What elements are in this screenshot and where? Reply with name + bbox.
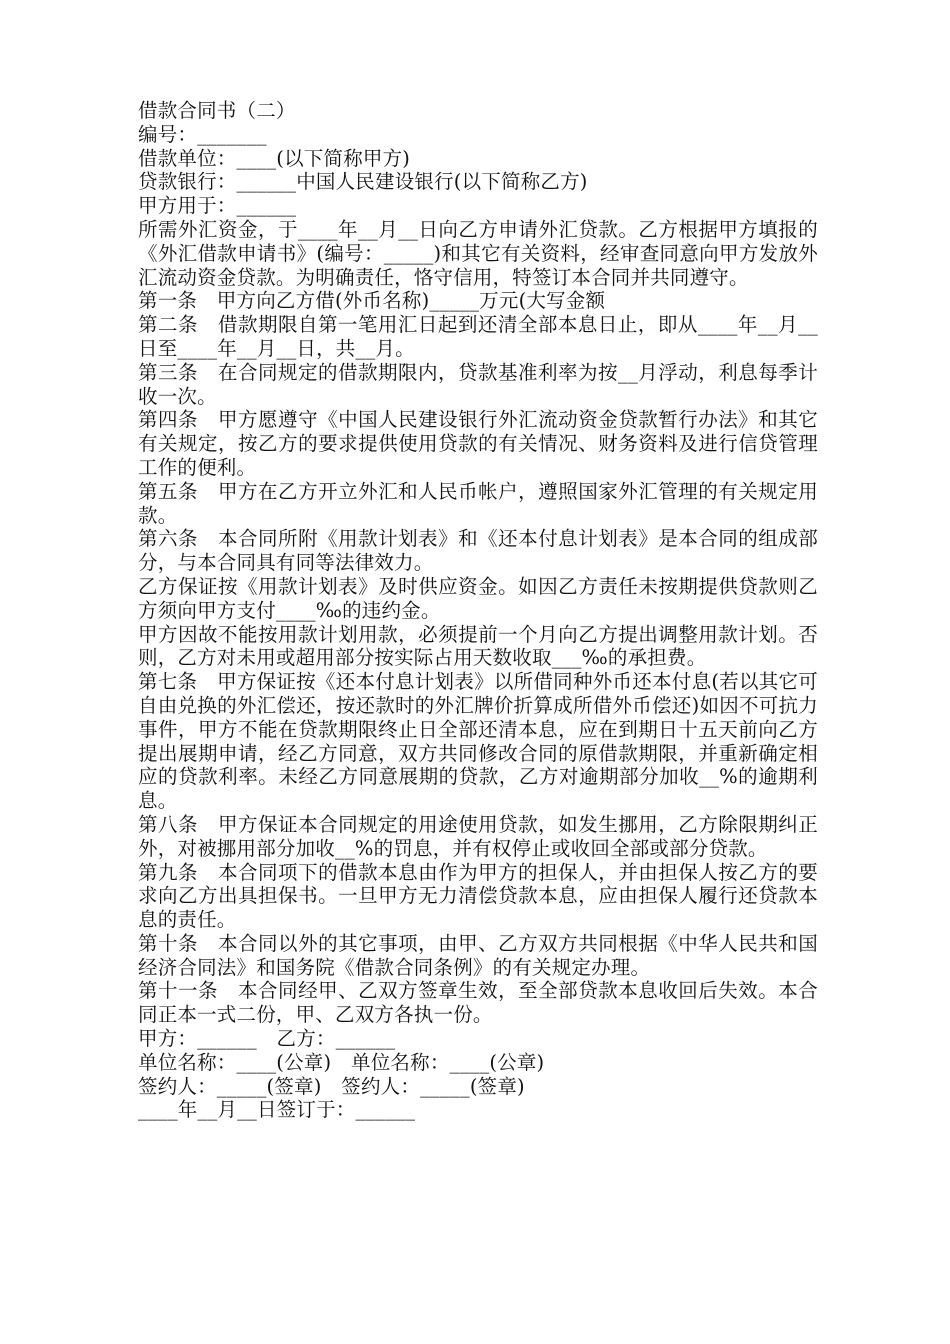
contract-number-line: 编号：_______: [138, 122, 267, 146]
article-6-borrower-clause: 甲方因故不能按用款计划用款，必须提前一个月向乙方提出调整用款计划。否则，乙方对未用或超用部分按实际占用天数收取___‰的承担费。: [138, 622, 818, 670]
borrower-line: 借款单位：____(以下简称甲方): [138, 146, 411, 170]
lender-bank-line: 贷款银行：______中国人民建设银行(以下简称乙方): [138, 170, 588, 194]
purpose-line: 甲方用于：______: [138, 194, 297, 218]
signatory-line: 签约人：_____(签章) 签约人：_____(签章): [138, 1074, 525, 1098]
article-6: 第六条 本合同所附《用款计划表》和《还本付息计划表》是本合同的组成部分，与本合同具有同等法律效力。: [138, 527, 818, 575]
article-3: 第三条 在合同规定的借款期限内，贷款基准利率为按__月浮动，利息每季计收一次。: [138, 360, 818, 408]
article-10: 第十条 本合同以外的其它事项，由甲、乙方双方共同根据《中华人民共和国经济合同法》和国务院《借款合同条例》的有关规定办理。: [138, 931, 818, 979]
article-2: 第二条 借款期限自第一笔用汇日起到还清全部本息日止，即从____年__月__日至____年__月__日，共__月。: [138, 313, 818, 360]
unit-name-line: 单位名称：____(公章) 单位名称：____(公章): [138, 1050, 545, 1074]
preamble-paragraph: 所需外汇资金，于____年__月__日向乙方申请外汇贷款。乙方根据甲方填报的《外汇借款申请书》(编号：_____)和其它有关资料，经审查同意向甲方发放外汇流动资金贷款。为明确责任，恪守信用，特签订本合同并共同遵守。: [138, 217, 818, 289]
article-4: 第四条 甲方愿遵守《中国人民建设银行外汇流动资金贷款暂行办法》和其它有关规定，按乙方的要求提供使用贷款的有关情况、财务资料及进行信贷管理工作的便利。: [138, 408, 818, 479]
article-5: 第五条 甲方在乙方开立外汇和人民币帐户，遵照国家外汇管理的有关规定用款。: [138, 479, 818, 527]
article-9: 第九条 本合同项下的借款本息由作为甲方的担保人，并由担保人按乙方的要求向乙方出具担保书。一旦甲方无力清偿贷款本息，应由担保人履行还贷款本息的责任。: [138, 860, 818, 932]
document-title: 借款合同书（二）: [138, 99, 296, 122]
article-1: 第一条 甲方向乙方借(外币名称)_____万元(大写金额: [138, 289, 606, 313]
article-8: 第八条 甲方保证本合同规定的用途使用贷款，如发生挪用，乙方除限期纠正外，对被挪用部分加收__%的罚息，并有权停止或收回全部或部分贷款。: [138, 812, 818, 860]
contract-document: [138, 99, 818, 1122]
article-11: 第十一条 本合同经甲、乙双方签章生效，至全部贷款本息收回后失效。本合同正本一式二份，甲、乙双方各执一份。: [138, 979, 818, 1027]
article-6-lender-clause: 乙方保证按《用款计划表》及时供应资金。如因乙方责任未按期提供贷款则乙方须向甲方支付____‰的违约金。: [138, 574, 818, 622]
signing-date-line: ____年__月__日签订于：______: [138, 1098, 416, 1122]
parties-signature-line: 甲方：______ 乙方：______: [138, 1027, 396, 1051]
article-7: 第七条 甲方保证按《还本付息计划表》以所借同种外币还本付息(若以其它可自由兑换的外汇偿还，按还款时的外汇牌价折算成所借外币偿还)如因不可抗力事件，甲方不能在贷款期限终止日全部还清本息，应在到期日十五天前向乙方提出展期申请，经乙方同意，双方共同修改合同的原借款期限，并重新确定相应的贷款利率。未经乙方同意展期的贷款，乙方对逾期部分加收__%的逾期利息。: [138, 670, 818, 813]
